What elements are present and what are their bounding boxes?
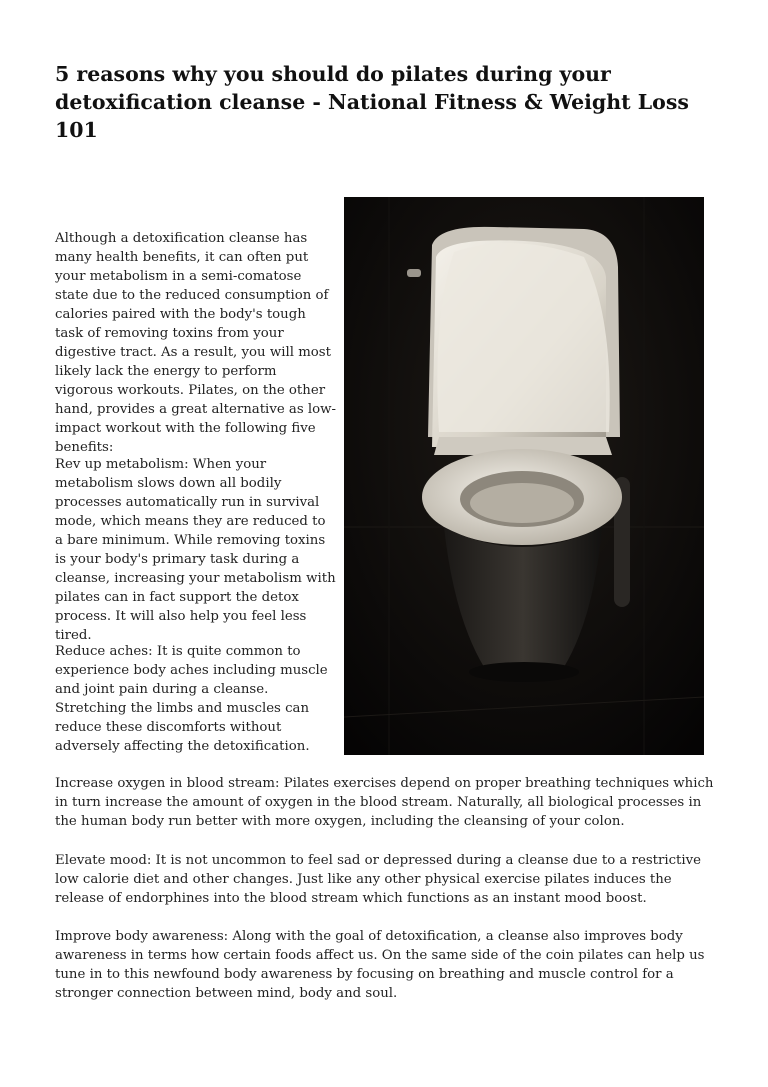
paragraph-body-awareness: Improve body awareness: Along with the goal of detoxification, a cleanse also improves body awareness in terms how certain foods affect us. On the same side of the coin pilates can help us tune in to this newfound body awareness by focusing on breathing and muscle control for a stronger connection between mind, body and soul. [55,929,705,1001]
paragraph-elevate-mood: Elevate mood: It is not uncommon to feel sad or depressed during a cleanse due to a restrictive low calorie diet and other changes. Just like any other physical exercise pilates induces the release of endorphines into the blood stream which functions as an instant mood boost. [55,853,702,906]
toilet-photo [344,197,704,755]
paragraph-intro: Although a detoxification cleanse has many health benefits, it can often put your metabolism in a semi-comatose state due to the reduced consumption of calories paired with the body's tough task of removing toxins from your digestive tract. As a result, you will most likely lack the energy to perform vigorous workouts. Pilates, on the other hand, provides a great alternative as low-impact workout with the following five benefits: [55,231,337,455]
paragraph-reduce-aches: Reduce aches: It is quite common to experience body aches including muscle and joint pain during a cleanse. Stretching the limbs and muscles can reduce these discomforts without adversely affecting the detoxification. [55,644,328,754]
article-title: 5 reasons why you should do pilates during your detoxification cleanse - National Fitness & Weight Loss 101 [55,62,689,142]
paragraph-increase-oxygen: Increase oxygen in blood stream: Pilates exercises depend on proper breathing techniques which in turn increase the amount of oxygen in the blood stream. Naturally, all biological processes in the human body run better with more oxygen, including the cleansing of your colon. [55,776,714,829]
paragraph-rev-up-metabolism: Rev up metabolism: When your metabolism slows down all bodily processes automatically run in survival mode, which means they are reduced to a bare minimum. While removing toxins is your body's primary task during a cleanse, increasing your metabolism with pilates can in fact support the detox process. It will also help you feel less tired. [55,457,336,643]
